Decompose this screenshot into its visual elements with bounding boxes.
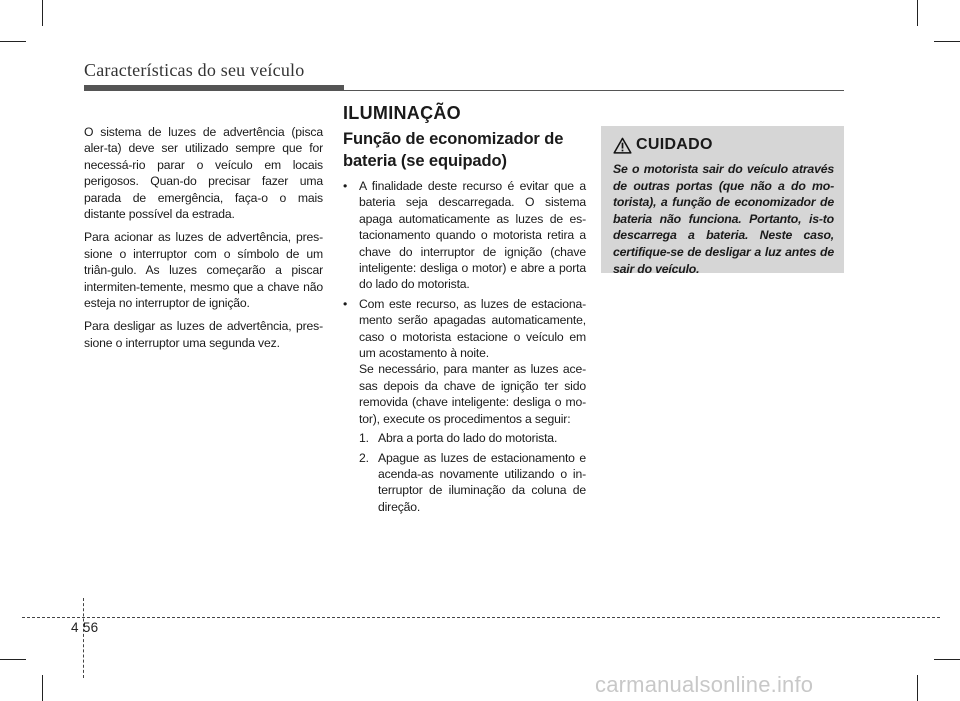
caution-header — [613, 136, 834, 154]
step-number: 1. — [359, 431, 369, 446]
header-bar — [84, 85, 344, 91]
watermark: carmanualsonline.info — [595, 672, 814, 697]
paragraph: Para desligar as luzes de advertência, pres-sione o interruptor uma segunda vez. — [84, 319, 323, 350]
middle-column — [343, 128, 586, 515]
list-item-text: Se necessário, para manter as luzes ace-sas depois da chave de ignição ter sido removida (chave inteligente: desliga o mo-tor), execute os procedimentos a seguir: — [359, 362, 586, 426]
list-item-text: Com este recurso, as luzes de estaciona-mento serão apagadas automaticamente, caso o motorista estacione o veículo em um acostamento à noite. — [359, 296, 586, 361]
crop-mark — [917, 675, 918, 701]
header-rule — [344, 90, 844, 91]
footer-divider — [83, 598, 84, 678]
chapter-title: Características do seu veículo — [84, 60, 305, 80]
list-item — [343, 178, 586, 293]
page-number: 4 56 — [71, 620, 99, 635]
step-number: 2. — [359, 450, 369, 465]
list-item-text: A finalidade deste recurso é evitar que a bateria seja descarregada. O sistema apaga automaticamente as luzes de es-tacionamento quando o motorista retira a chave do interruptor de ignição (chave inteligente: desliga o motor) e abre a porta do lado do motorista. — [359, 179, 586, 292]
crop-mark — [934, 41, 960, 42]
list-item — [343, 296, 586, 427]
step-text: Apague as luzes de estacionamento e acenda-as novamente utilizando o in-terruptor de iluminação da coluna de direção. — [378, 450, 586, 514]
caution-text: Se o motorista sair do veículo através de outras portas (que não a do mo-torista), a função de economizador de bateria não funciona. Portanto, is-to descarrega a bateria. Neste caso, certifique-se de desligar a luz antes de sair do veículo. — [613, 162, 834, 276]
crop-mark — [917, 0, 918, 26]
footer-rule — [22, 617, 940, 618]
bullet-marker: • — [343, 296, 348, 311]
crop-mark — [0, 41, 26, 42]
section-title: ILUMINAÇÃO — [343, 103, 461, 123]
bullet-marker: • — [343, 179, 348, 193]
crop-mark — [934, 659, 960, 660]
warning-triangle-icon — [613, 137, 632, 154]
crop-mark — [42, 675, 43, 701]
caution-box — [601, 126, 844, 276]
crop-mark — [0, 659, 26, 660]
crop-mark — [42, 0, 43, 26]
step-text: Abra a porta do lado do motorista. — [378, 431, 558, 446]
caution-title: CUIDADO — [636, 136, 713, 153]
step-item — [343, 450, 586, 516]
step-item — [343, 430, 586, 446]
paragraph: Para acionar as luzes de advertência, pres-sione o interruptor com o símbolo de um triân-gulo. As luzes começarão a piscar intermiten-temente, mesmo que a chave não esteja no interruptor de ignição. — [84, 230, 323, 311]
subsection-title: Função de economizador de bateria (se equipado) — [343, 130, 564, 170]
paragraph: O sistema de luzes de advertência (pisca aler-ta) deve ser utilizado sempre que for necessá-rio parar o veículo em locais perigosos. Quan-do precisar fazer uma parada de emergência, faça-o o mais distante possível da estrada. — [84, 125, 323, 222]
left-column — [84, 124, 323, 358]
